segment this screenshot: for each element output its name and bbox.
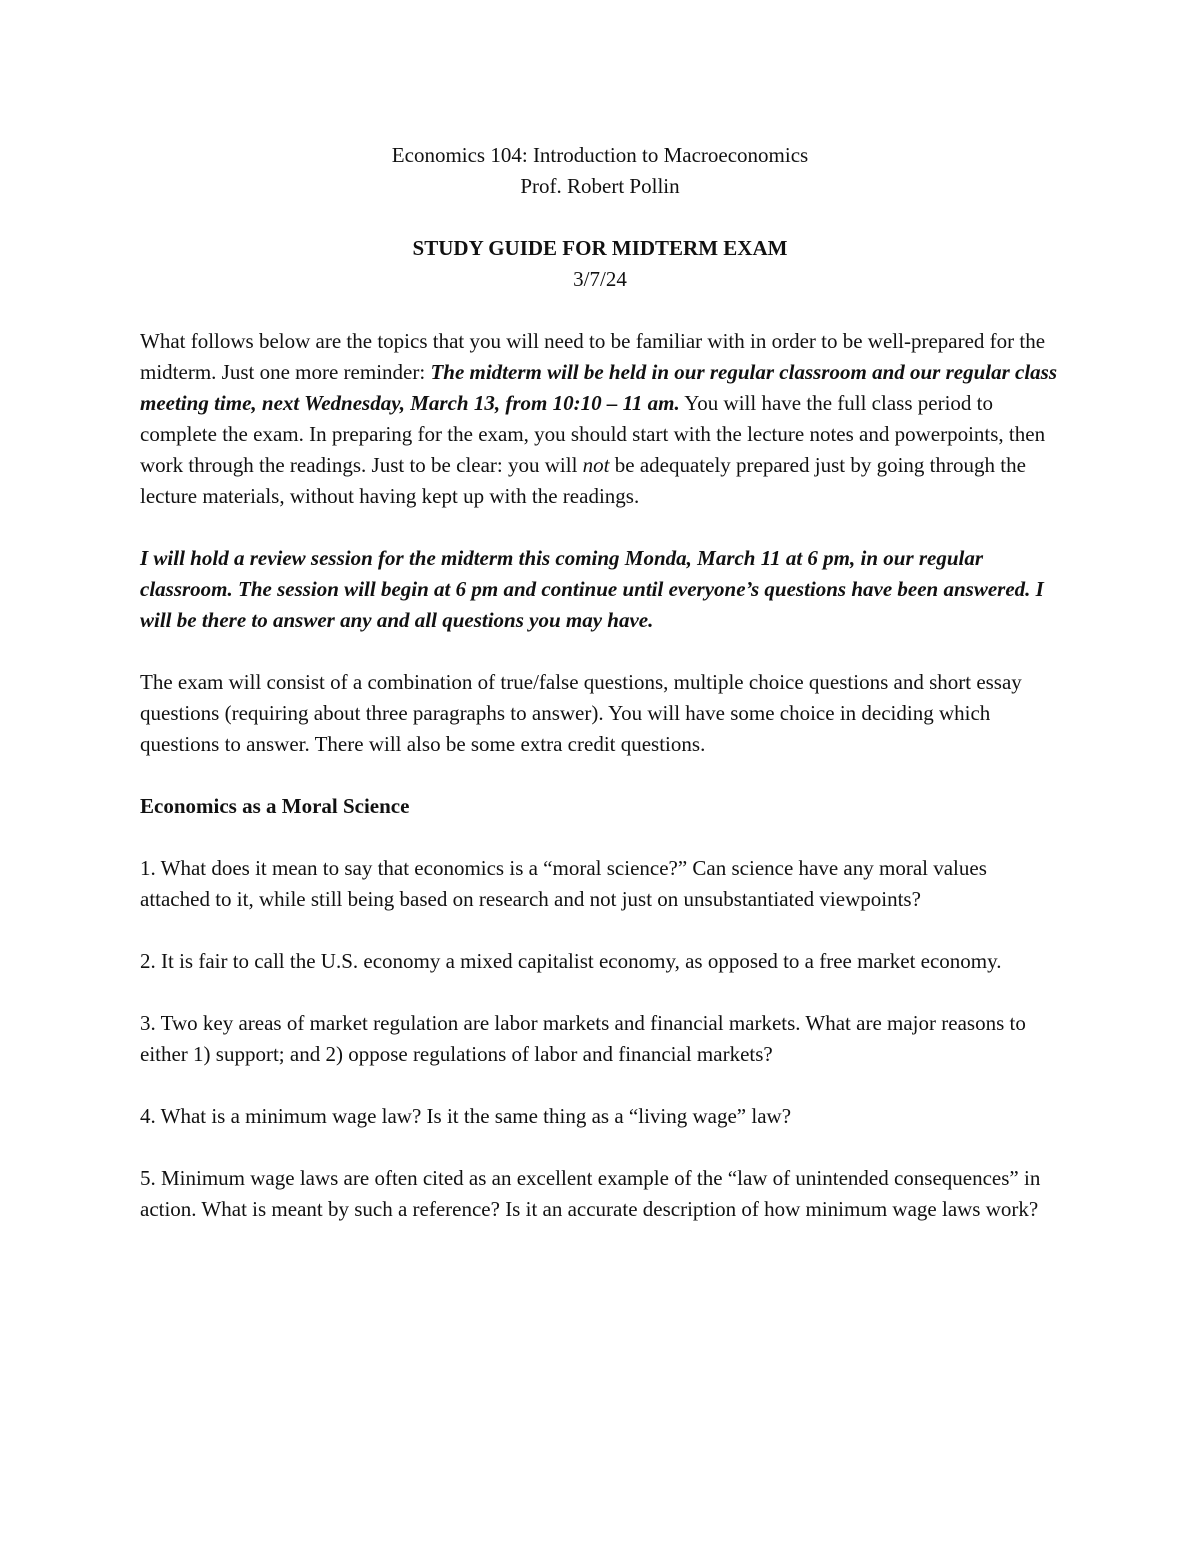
section-heading: Economics as a Moral Science bbox=[140, 794, 410, 818]
midterm-location-notice: The midterm will be held in our regular classroom and our regular class meeting time, next Wednesday, March 13, from 10:10 – 11 am. bbox=[140, 360, 1058, 415]
intro-text-1: What follows below are the topics that you will need to be familiar with in order to be well-prepared for the midterm. Just one more reminder: bbox=[140, 329, 1046, 384]
course-title: Economics 104: Introduction to Macroeconomics bbox=[391, 143, 809, 167]
intro-text-3: be adequately prepared just by going through the lecture materials, without having kept up with the readings. bbox=[140, 453, 1026, 508]
document-date: 3/7/24 bbox=[573, 267, 627, 291]
exam-format-paragraph: The exam will consist of a combination of true/false questions, multiple choice questions and short essay questions (requiring about three paragraphs to answer). You will have some choice in deciding which questions to answer. There will also be some extra credit questions. bbox=[140, 670, 1022, 756]
question-item: 2. It is fair to call the U.S. economy a mixed capitalist economy, as opposed to a free market economy. bbox=[140, 949, 1002, 973]
professor-name: Prof. Robert Pollin bbox=[520, 174, 680, 198]
question-item: 1. What does it mean to say that economics is a “moral science?” Can science have any moral values attached to it, while still being based on research and not just on unsubstantiated viewpoints? bbox=[140, 856, 987, 911]
emphasis-not: not bbox=[582, 453, 610, 477]
document-body bbox=[140, 140, 1060, 1225]
question-item: 4. What is a minimum wage law? Is it the same thing as a “living wage” law? bbox=[140, 1104, 792, 1128]
question-item: 5. Minimum wage laws are often cited as an excellent example of the “law of unintended consequences” in action. What is meant by such a reference? Is it an accurate description of how minimum wage laws work? bbox=[140, 1166, 1041, 1221]
document-title: STUDY GUIDE FOR MIDTERM EXAM bbox=[412, 236, 788, 260]
review-session-paragraph: I will hold a review session for the midterm this coming Monda, March 11 at 6 pm, in our regular classroom. The session will begin at 6 pm and continue until everyone’s questions have been answered. I will be there to answer any and all questions you may have. bbox=[140, 546, 1044, 632]
intro-text-2: You will have the full class period to complete the exam. In preparing for the exam, you should start with the lecture notes and powerpoints, then work through the readings. Just to be clear: you will bbox=[140, 391, 1046, 477]
question-item: 3. Two key areas of market regulation are labor markets and financial markets. What are major reasons to either 1) support; and 2) oppose regulations of labor and financial markets? bbox=[140, 1011, 1026, 1066]
intro-paragraph bbox=[140, 326, 1060, 512]
